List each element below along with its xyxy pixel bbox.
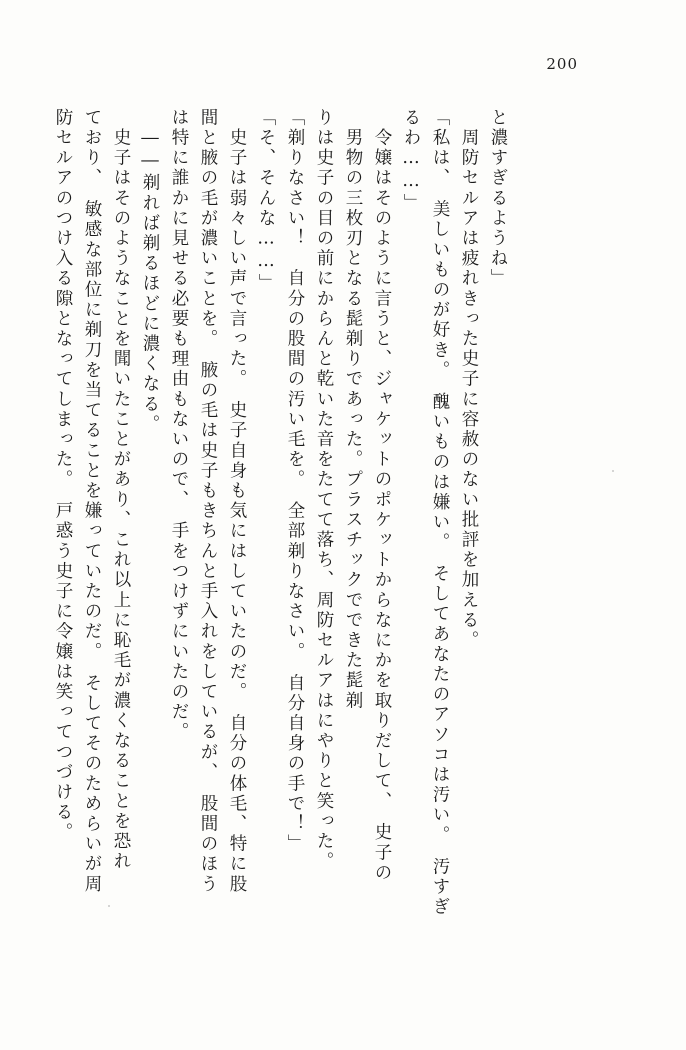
text-line: ており、 敏感な部位に剃刀を当てることを嫌っていたのだ。 そしてそのためらいが周 [82,108,102,895]
text-line: と濃すぎるようね」 [488,108,508,289]
paper-speck [108,905,110,907]
text-line: 防セルアのつけ入る隙となってしまった。 戸惑う史子に令嬢は笑ってつづける。 [53,108,73,843]
text-line: 間と腋の毛が濃いことを。 腋の毛は史子もきちんと手入れをしているが、 股間のほう [198,108,218,895]
text-line: 史子はそのようなことを聞いたことがあり、これ以上に恥毛が濃くなることを恐れ [111,108,131,872]
text-line: 「そ、そんな……」 [256,108,276,294]
text-line: りは史子の目の前にからんと乾いた音をたてて落ち、周防セルアはにやりと笑った。 [314,108,334,872]
text-line: ――剃れば剃るほどに濃くなる。 [140,108,160,435]
text-line: 「剃りなさい！ 自分の股間の汚い毛を。 全部剃りなさい。 自分自身の手で！」 [285,108,305,855]
paper-speck [612,470,614,472]
text-line: は特に誰かに見せる必要も理由もないので、 手をつけずにいたのだ。 [169,108,189,743]
text-line: るわ……」 [401,108,421,214]
text-line: 男物の三枚刃となる髭剃りであった。プラスチックでできた髭剃 [343,108,363,711]
text-line: 「私は、 美しいものが好き。 醜いものは嫌い。 そしてあなたのアソコは汚い。 汚すぎ [430,108,450,918]
vertical-text-block [42,108,642,988]
text-line: 周防セルアは疲れきった史子に容赦のない批評を加える。 [459,108,479,651]
text-line: 史子は弱々しい声で言った。 史子自身も気にはしていたのだ。 自分の体毛、特に股 [227,108,247,895]
page-number: 200 [546,55,578,73]
text-line: 令嬢はそのように言うと、ジャケットのポケットからなにかを取りだして、 史子の [372,108,392,884]
